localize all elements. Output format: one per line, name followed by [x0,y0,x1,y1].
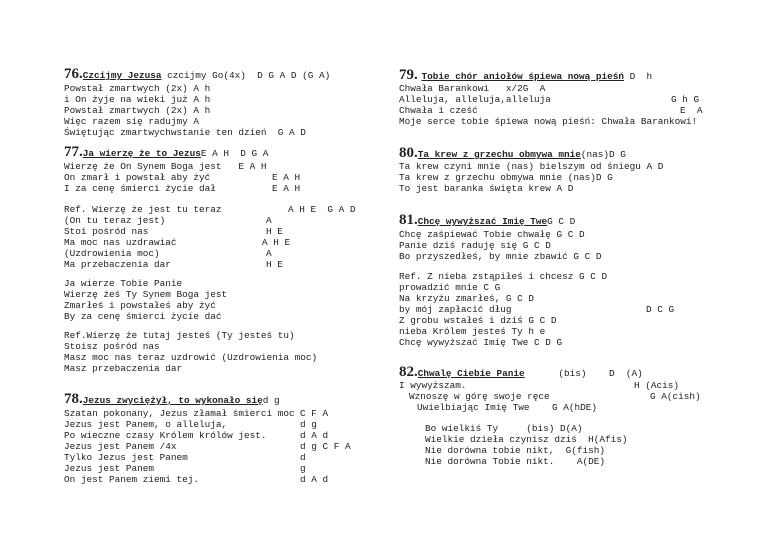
lyric-line: Bo przyszedłeś, by mnie zbawić G C D [399,251,602,262]
lyric-line: Powstał zmartwych (2x) A h [64,83,211,94]
song-number: 79. [399,67,422,83]
lyric-line: E A H [272,183,301,194]
lyric-line: Nie dorówna tobie nikt, G(fish) [425,445,606,456]
lyric-line: Masz przebaczenia dar [64,363,183,374]
lyric-line: (Uzdrowienia moc) [64,248,160,259]
lyric-line: G h G [671,94,700,105]
lyric-line: Wielkie dzieła czynisz dziś H(Afis) [425,434,628,445]
lyric-line: Ref. Wierzę że jest tu teraz [64,204,222,215]
lyric-line: Ma przebaczenia dar [64,259,171,270]
lyric-line: i On żyje na wieki już A h [64,94,211,105]
song-heading-s82 [399,364,643,381]
song-heading-s81 [399,212,575,229]
lyric-line: H E [266,259,283,270]
lyric-line: Wznoszę w górę swoje ręce [409,391,550,402]
lyric-line: Zmarłeś i powstałeś aby żyć [64,300,216,311]
lyric-line: A [266,248,272,259]
lyric-line: Ta krew z grzechu obmywa mnie (nas)D G [399,172,613,183]
song-heading-chords: G C D [547,216,576,227]
song-title: Jezus zwyciężył, to wykonało się [82,395,263,406]
lyric-line: By za cenę śmierci życie dać [64,311,222,322]
lyric-line: Szatan pokonany, Jezus złamał śmierci moc [64,408,295,419]
lyric-line: I za cenę śmierci życie dał [64,183,216,194]
lyric-line: by mój zapłacić dług [399,304,512,315]
lyric-line: Wierzę że On Synem Boga jest E A H [64,161,267,172]
lyric-line: Moje serce tobie śpiewa nową pieśń: Chwała Barankowi! [399,116,698,127]
lyric-line: Nie dorówna Tobie nikt. A(DE) [425,456,606,467]
lyric-line: Stoi pośród nas [64,226,149,237]
song-number: 77. [64,144,83,160]
lyric-line: Chcę wywyższać Imię Twe C D G [399,337,563,348]
song-number: 82. [399,364,418,380]
lyric-line: Panie dziś raduję się G C D [399,240,551,251]
lyric-line: To jest baranka święta krew A D [399,183,574,194]
song-heading-s76 [64,66,330,83]
lyric-line: d A d [300,430,329,441]
lyric-line: Chwała Barankowi x/2G A [399,83,546,94]
lyric-line: A H E G A D [288,204,356,215]
song-title: Chcę wywyższać Imię Twe [417,216,548,227]
lyric-line: On zmarł i powstał aby żyć [64,172,211,183]
lyric-line: Chcę zaśpiewać Tobie chwałę G C D [399,229,585,240]
lyric-line: E A [680,105,703,116]
lyric-line: Jezus jest Panem [64,463,155,474]
lyric-line: Więc razem się radujmy A [64,116,200,127]
lyric-line: Świętując zmartwychwstanie ten dzień G A D [64,127,306,138]
song-number: 78. [64,391,83,407]
song-title: Ta krew z grzechu obmywa mnie [417,149,581,160]
lyric-line: prowadzić mnie C G [399,282,501,293]
lyric-line: I wywyższam. [399,380,467,391]
song-title: Ja wierzę że to Jezus [82,148,201,159]
lyric-line: Po wieczne czasy Królem królów jest. [64,430,267,441]
lyric-line: Uwielbiając Imię Twe G A(hDE) [417,402,598,413]
lyric-line: Alleluja, alleluja,alleluja [399,94,551,105]
lyric-line: H E [266,226,283,237]
lyric-line: d g C F A [300,441,351,452]
song-heading-s80 [399,145,626,162]
lyric-line: Jezus jest Panem, o alleluja, [64,419,228,430]
song-heading-s78 [64,391,280,408]
lyric-line: G A(cish) [650,391,701,402]
lyric-line: E A H [272,172,301,183]
song-heading-chords: E A H D G A [200,148,269,159]
lyric-line: Ja wierze Tobie Panie [64,278,183,289]
song-number: 80. [399,145,418,161]
lyric-line: Ref. Z nieba zstąpiłeś i chcesz G C D [399,271,608,282]
song-title: Tobie chór aniołów śpiewa nową pieśń [421,71,625,82]
song-heading-s77 [64,144,268,161]
lyric-line: Tylko Jezus jest Panem [64,452,188,463]
lyric-line: A H E [262,237,291,248]
song-heading-chords: czcijmy Go(4x) D G A D (G A) [161,70,331,81]
lyric-line: Bo wielkiś Ty (bis) D(A) [425,423,583,434]
lyric-line: Z grobu wstałeś i dziś G C D [399,315,557,326]
lyric-line: (On tu teraz jest) [64,215,166,226]
song-heading-chords: (nas)D G [580,149,626,160]
song-title: Chwalę Ciebie Panie [417,368,525,379]
song-heading-chords: D h [624,71,653,82]
song-heading-s79 [399,67,652,84]
lyric-line: Powstał zmartwych (2x) A h [64,105,211,116]
lyric-line: g [300,463,306,474]
song-number: 76. [64,66,83,82]
song-number: 81. [399,212,418,228]
lyric-line: H (Acis) [634,380,680,391]
lyric-line: A [266,215,272,226]
lyric-line: On jest Panem ziemi tej. [64,474,200,485]
lyric-line: Wierzę żeś Ty Synem Boga jest [64,289,228,300]
lyric-line: Jezus jest Panem /4x [64,441,177,452]
lyric-line: Ma moc nas uzdrawiać [64,237,177,248]
lyric-line: nieba Królem jesteś Ty h e [399,326,546,337]
lyric-line: d [300,452,306,463]
lyric-line: Masz moc nas teraz uzdrowić (Uzdrowienia moc) [64,352,318,363]
lyric-line: Ta krew czyni mnie (nas) bielszym od śniegu A D [399,161,664,172]
lyric-line: d A d [300,474,329,485]
lyric-line: C F A [300,408,329,419]
song-heading-chords: (bis) D (A) [524,368,643,379]
lyric-line: d g [300,419,317,430]
lyric-line: Na krzyżu zmarłeś, G C D [399,293,535,304]
song-title: Czcijmy Jezusa [82,70,162,81]
lyric-line: Chwała i cześć [399,105,478,116]
lyric-line: Stoisz pośród nas [64,341,160,352]
lyric-line: Ref.Wierzę że tutaj jesteś (Ty jesteś tu) [64,330,295,341]
song-heading-chords: d g [262,395,280,406]
lyric-line: D C G [646,304,675,315]
